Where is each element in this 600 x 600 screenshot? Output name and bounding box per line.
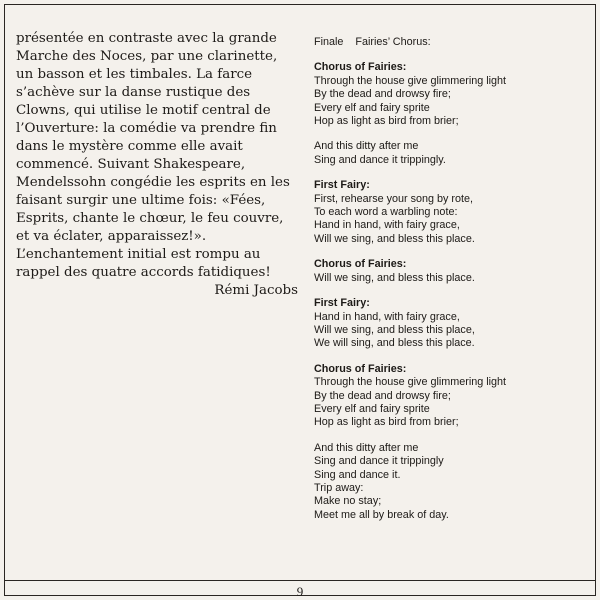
commentary-paragraph: présentée en contraste avec la grande Marche des Noces, par une clarinette, un basson et les timbales. La farce s’achève sur la danse rustique des Clowns, qui utilise le motif central de l’Ouverture: la comédie va prendre fin dans le mystère comme elle avait commencé. Suivant Shakespeare, Mendelssohn congédie les esprits en les faisant surgir une ultime fois: «Fées, Esprits, chante le chœur, le feu couvre, et va éclater, apparaissez!». L’enchantement initial est rompu au rappel des quatre accords fatidiques!	[16, 31, 290, 280]
verse-line: And this ditty after me	[314, 441, 419, 454]
verse-line: Every elf and fairy sprite	[314, 101, 430, 114]
verse-line: Meet me all by break of day.	[314, 508, 449, 521]
libretto-block	[314, 61, 594, 128]
verse-line: Sing and dance it trippingly.	[314, 153, 446, 166]
verse-line: Sing and dance it trippingly	[314, 455, 444, 468]
english-libretto	[314, 36, 594, 534]
verse-line: Will we sing, and bless this place.	[314, 232, 475, 245]
verse-line: By the dead and drowsy fire;	[314, 88, 451, 101]
verse-line: Sing and dance it.	[314, 468, 401, 481]
verse-line: By the dead and drowsy fire;	[314, 389, 451, 402]
speaker-label: Chorus of Fairies:	[314, 362, 407, 375]
verse-line: Make no stay;	[314, 495, 382, 508]
verse-line: We will sing, and bless this place.	[314, 337, 475, 350]
verse-line: Trip away:	[314, 481, 364, 494]
verse-line: Hop as light as bird from brier;	[314, 115, 459, 128]
verse-line: First, rehearse your song by rote,	[314, 192, 474, 205]
footer-rule	[4, 580, 596, 581]
verse-line: To each word a warbling note:	[314, 206, 458, 219]
page-number: 9	[296, 584, 304, 599]
libretto-block	[314, 442, 594, 522]
verse-line: Hop as light as bird from brier;	[314, 416, 459, 429]
speaker-label: Chorus of Fairies:	[314, 258, 407, 271]
verse-line: Will we sing, and bless this place.	[314, 271, 475, 284]
verse-line: And this ditty after me	[314, 140, 419, 153]
speaker-label: Chorus of Fairies:	[314, 61, 407, 74]
author-signature: Rémi Jacobs	[214, 283, 298, 298]
libretto-block	[314, 258, 594, 285]
verse-line: Hand in hand, with fairy grace,	[314, 310, 460, 323]
libretto-block	[314, 179, 594, 246]
verse-line: Will we sing, and bless this place,	[314, 323, 475, 336]
libretto-block	[314, 140, 594, 167]
verse-line: Every elf and fairy sprite	[314, 402, 430, 415]
speaker-label: First Fairy:	[314, 179, 370, 192]
verse-line: Through the house give glimmering light	[314, 74, 507, 87]
verse-line: Through the house give glimmering light	[314, 376, 507, 389]
libretto-header: Finale Fairies’ Chorus:	[314, 36, 431, 48]
french-commentary	[16, 30, 298, 300]
libretto-block	[314, 297, 594, 351]
speaker-label: First Fairy:	[314, 297, 370, 310]
libretto-block	[314, 363, 594, 430]
verse-line: Hand in hand, with fairy grace,	[314, 219, 460, 232]
